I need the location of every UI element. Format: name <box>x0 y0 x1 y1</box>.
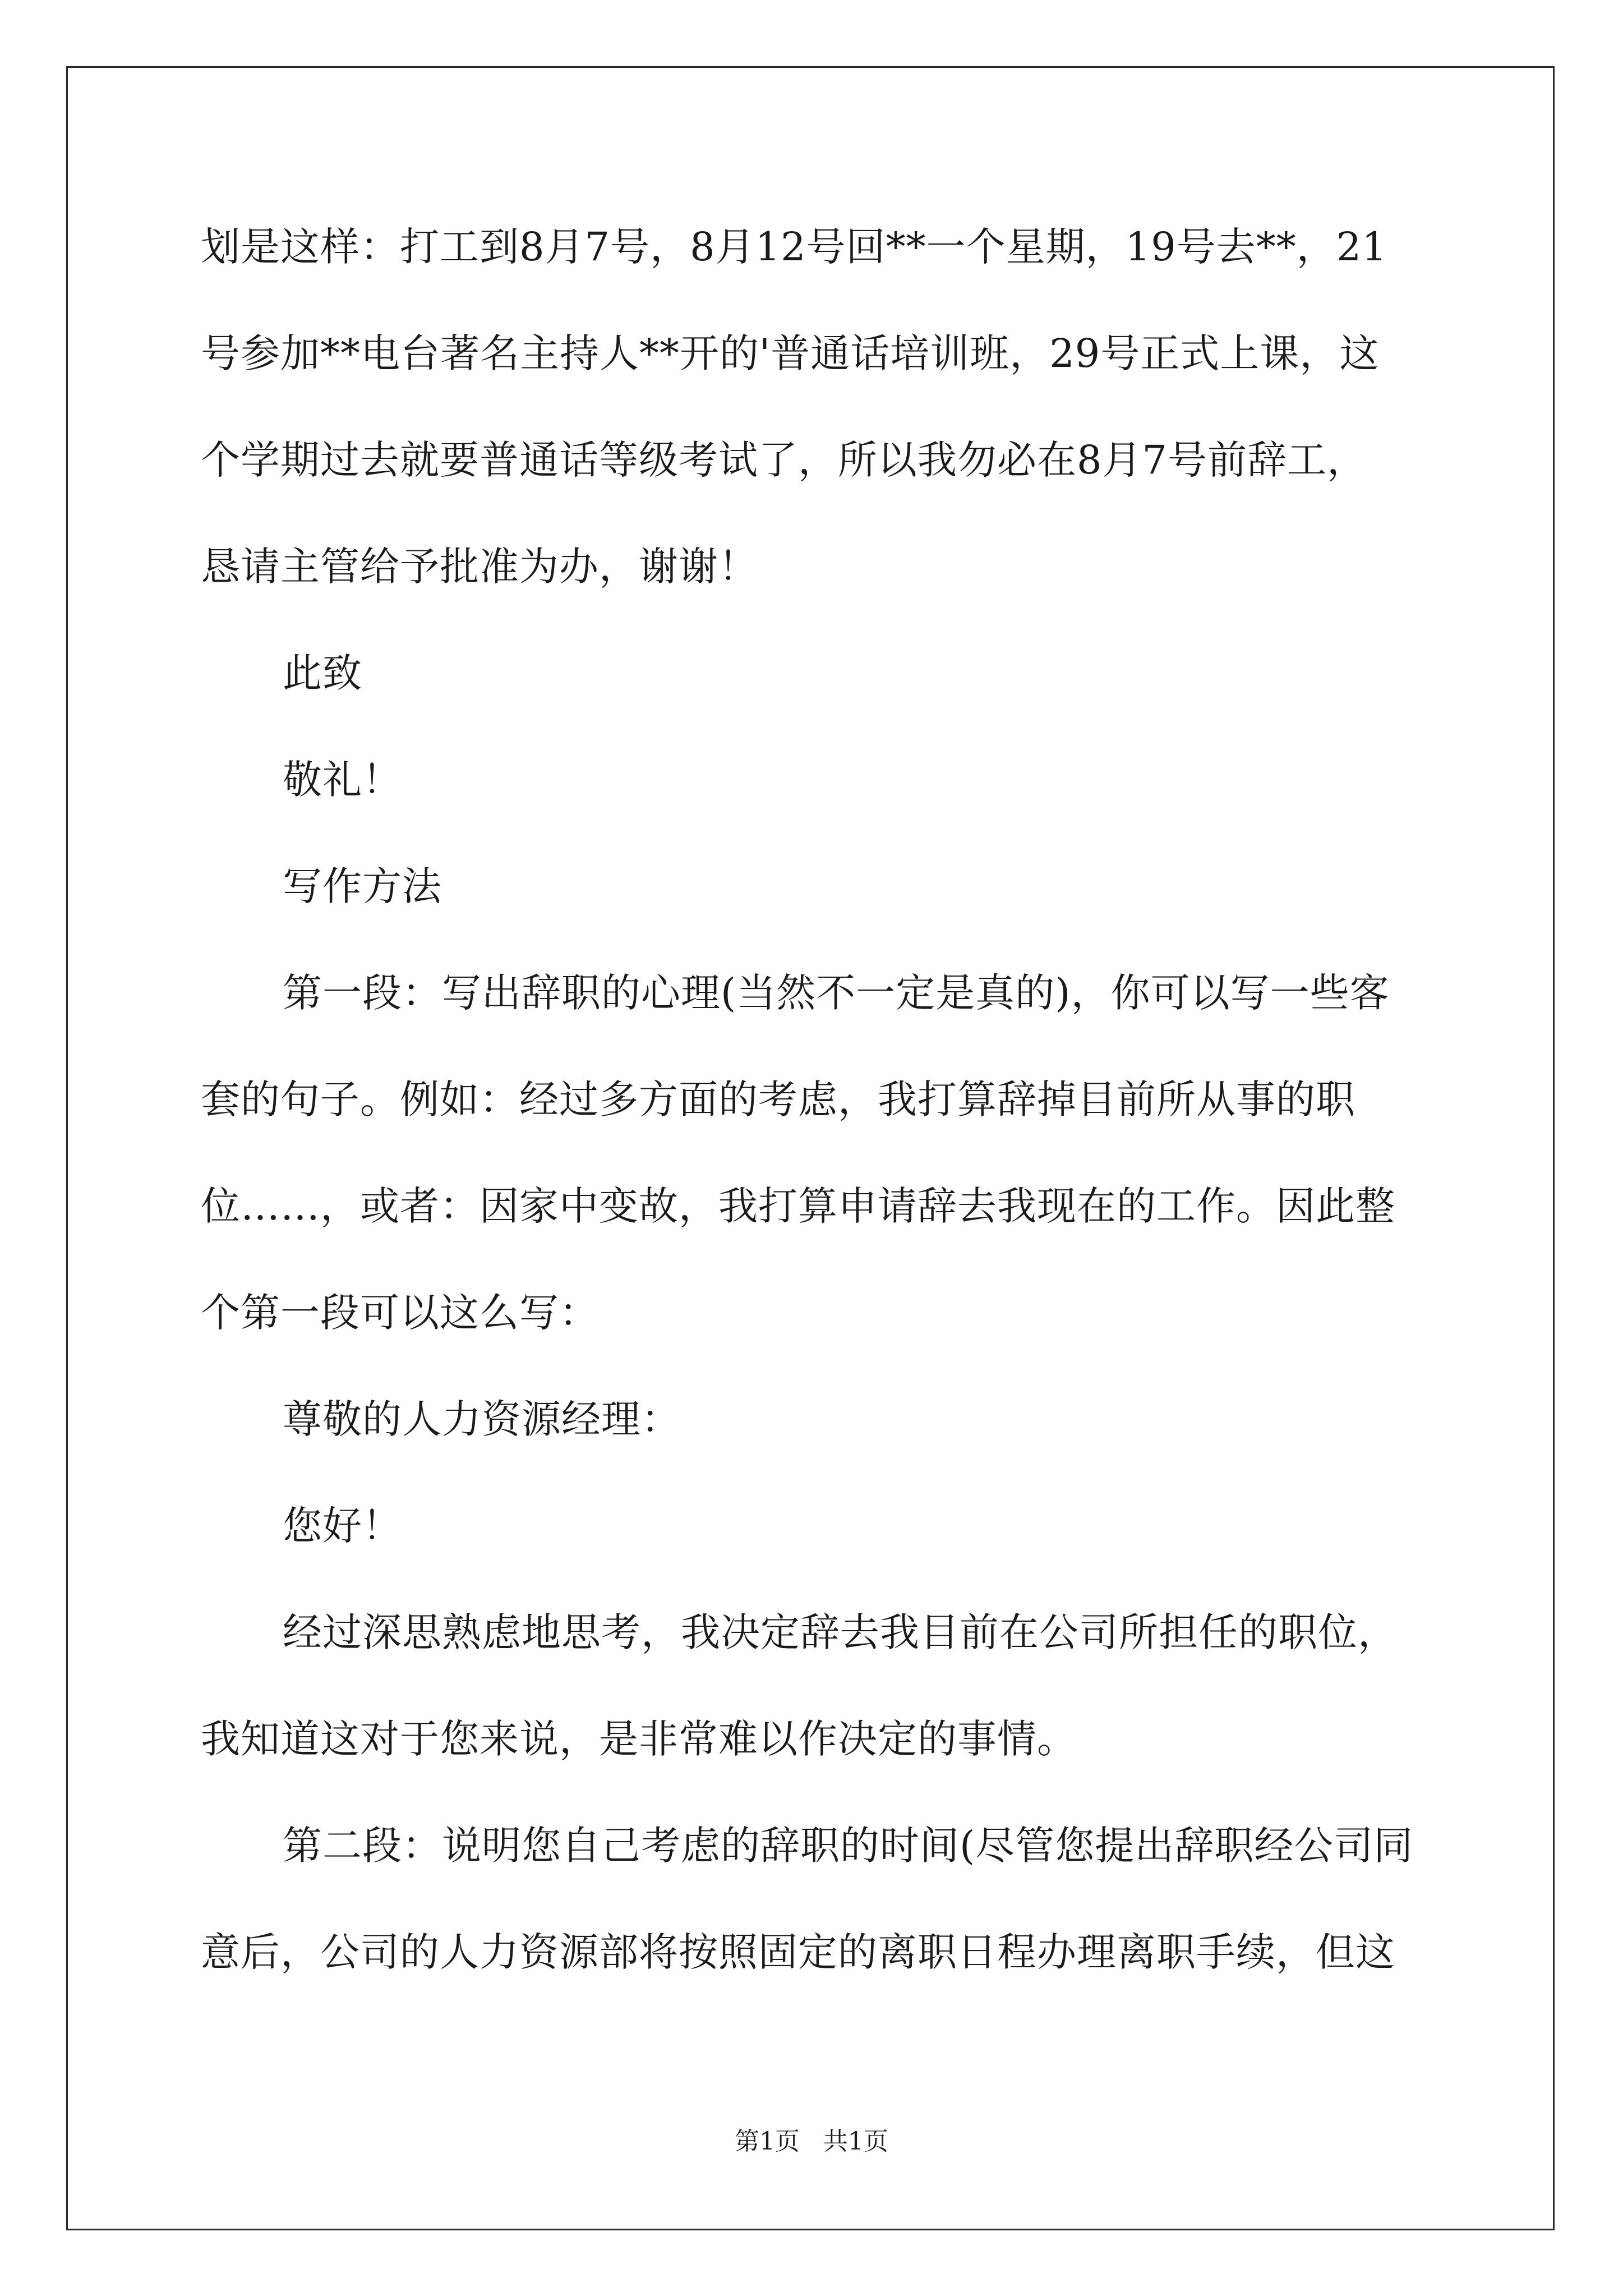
body-line: 个第一段可以这么写： <box>201 1290 599 1336</box>
greeting-line: 您好！ <box>283 1503 402 1549</box>
body-line: 号参加**电台著名主持人**开的'普通话培训班，29号正式上课，这 <box>201 330 1380 376</box>
salutation-line: 尊敬的人力资源经理： <box>283 1396 681 1442</box>
body-line: 第一段：写出辞职的心理(当然不一定是真的)，你可以写一些客 <box>283 970 1390 1016</box>
closing-line: 敬礼！ <box>283 757 402 803</box>
body-line: 我知道这对于您来说，是非常难以作决定的事情。 <box>201 1716 1077 1762</box>
page-number-footer: 第1页 共1页 <box>735 2127 888 2156</box>
body-line: 意后，公司的人力资源部将按照固定的离职日程办理离职手续，但这 <box>201 1929 1395 1975</box>
body-line: 经过深思熟虑地思考，我决定辞去我目前在公司所担任的职位， <box>283 1609 1398 1655</box>
page-border <box>66 66 1555 2230</box>
body-line: 个学期过去就要普通话等级考试了，所以我勿必在8月7号前辞工， <box>201 437 1367 483</box>
section-heading: 写作方法 <box>283 863 442 909</box>
body-line: 位……，或者：因家中变故，我打算申请辞去我现在的工作。因此整 <box>201 1183 1395 1229</box>
body-line: 恳请主管给予批准为办，谢谢！ <box>201 544 758 590</box>
body-line: 套的句子。例如：经过多方面的考虑，我打算辞掉目前所从事的职 <box>201 1076 1355 1122</box>
closing-line: 此致 <box>283 650 362 696</box>
body-line: 第二段：说明您自己考虑的辞职的时间(尽管您提出辞职经公司同 <box>283 1823 1414 1869</box>
body-line: 划是这样：打工到8月7号，8月12号回**一个星期，19号去**，21 <box>201 224 1387 270</box>
